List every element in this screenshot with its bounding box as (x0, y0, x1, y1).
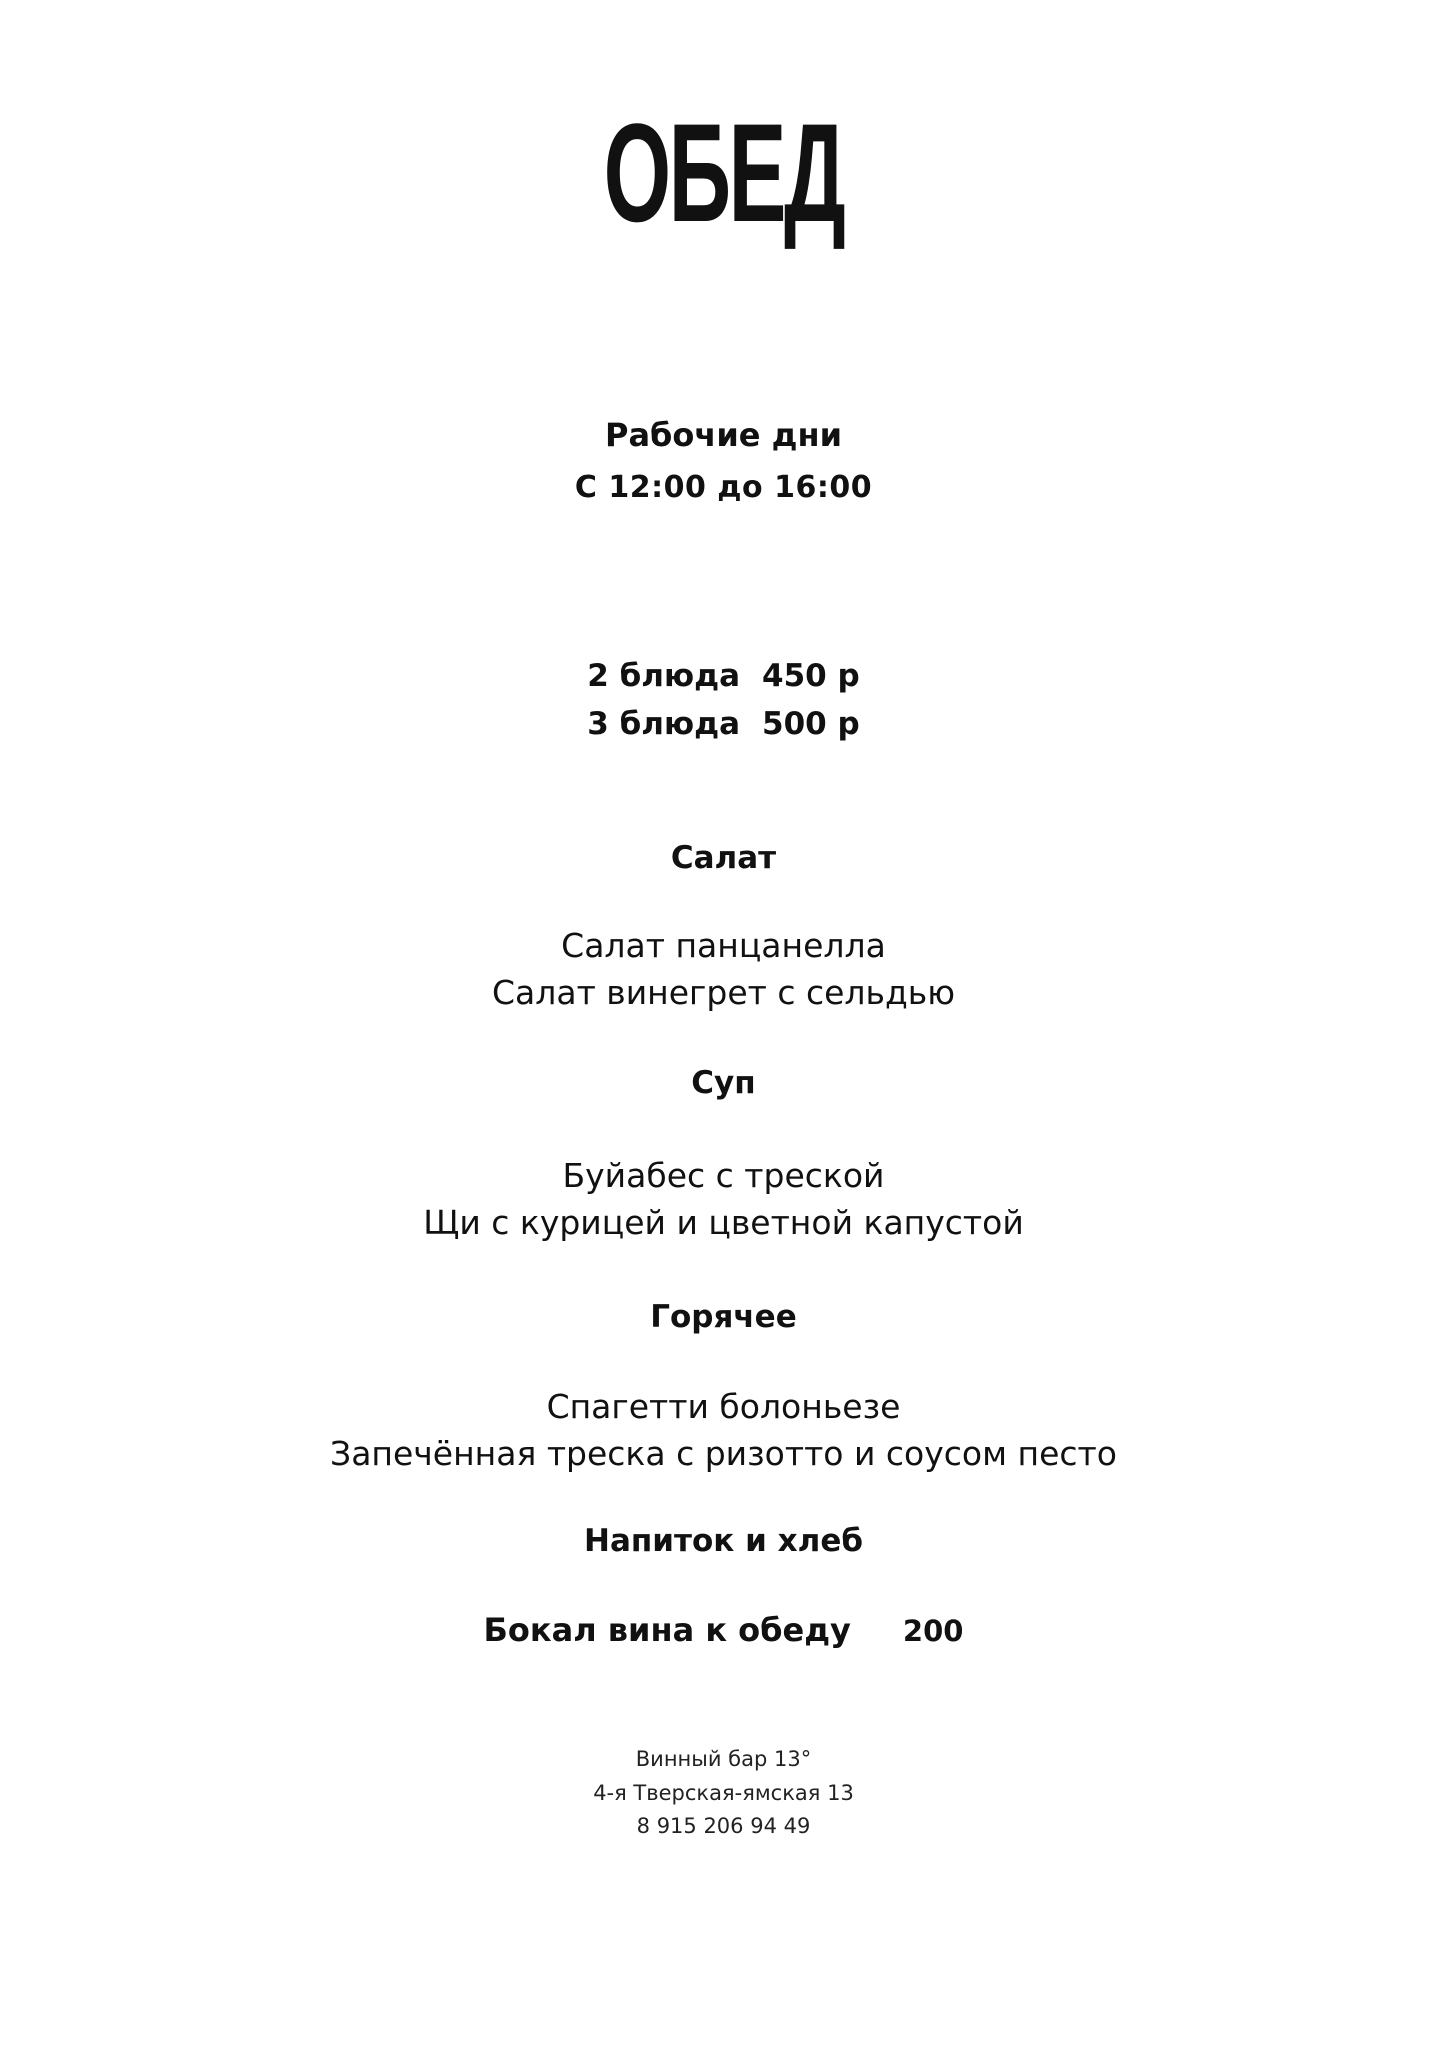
dish-item: Салат винегрет с сельдью (491, 973, 956, 1012)
section-heading-salad: Салат (670, 840, 777, 876)
section-heading-soup: Суп (691, 1065, 756, 1101)
dish-item: Запечённая треска с ризотто и соусом песто (330, 1434, 1117, 1473)
price-label: 2 блюда (587, 658, 741, 694)
wine-offer (0, 1609, 1447, 1652)
footer-phone: 8 915 206 94 49 (636, 1814, 811, 1838)
dish-item: Спагетти болоньезе (546, 1387, 901, 1426)
footer-venue: Винный бар 13° (635, 1747, 812, 1771)
dish-item: Щи с курицей и цветной капустой (423, 1203, 1024, 1242)
menu-title (275, 94, 1172, 251)
price-label: 3 блюда (587, 706, 741, 742)
price-row-three-courses (0, 704, 1447, 744)
price-row-two-courses (0, 656, 1447, 696)
wine-label: Бокал вина к обеду (483, 1611, 851, 1649)
wine-price: 200 (902, 1614, 964, 1648)
schedule-days: Рабочие дни (605, 416, 842, 454)
price-value: 500 р (762, 706, 860, 742)
dish-item: Салат панцанелла (561, 926, 886, 965)
section-heading-hot: Горячее (650, 1299, 797, 1335)
price-value: 450 р (762, 658, 860, 694)
schedule-hours: С 12:00 до 16:00 (574, 470, 873, 505)
dish-item: Буйабес с треской (562, 1156, 885, 1195)
section-heading-drink: Напиток и хлеб (584, 1523, 863, 1559)
footer-address: 4-я Тверская-ямская 13 (593, 1781, 854, 1805)
menu-title-text: ОБЕД (603, 94, 844, 251)
